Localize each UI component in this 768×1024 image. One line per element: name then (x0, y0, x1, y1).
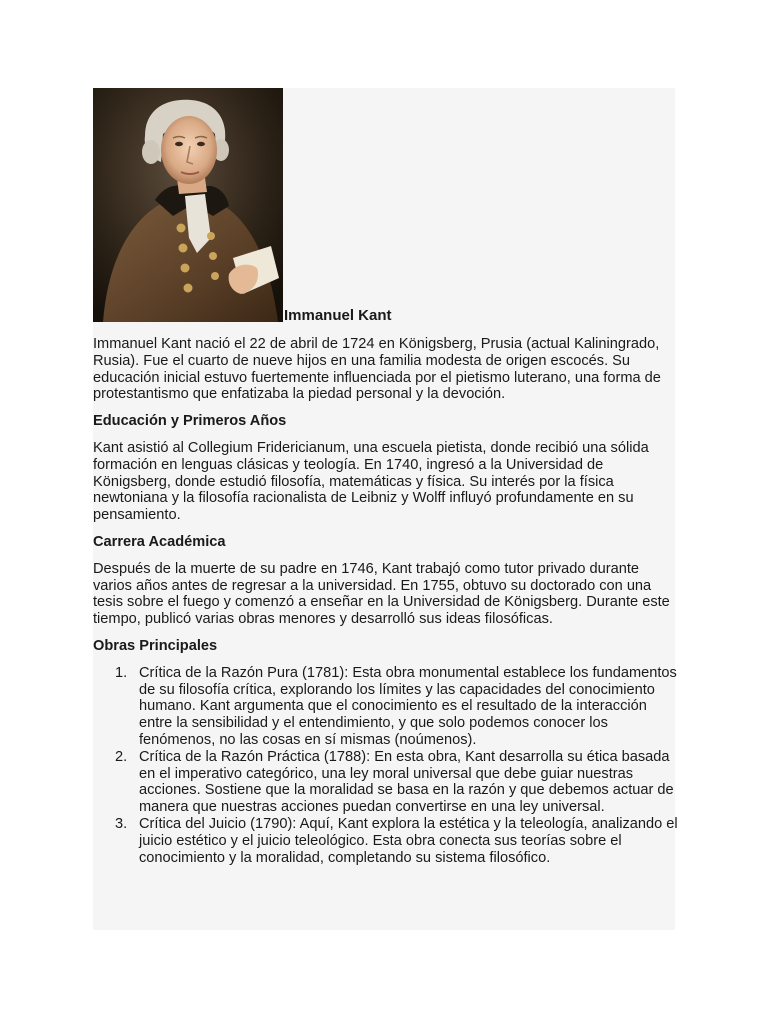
document-body (93, 336, 681, 866)
document-title: Immanuel Kant (284, 307, 392, 324)
section-heading-career: Carrera Académica (93, 533, 226, 550)
list-item (93, 749, 681, 816)
section-paragraph-career: Después de la muerte de su padre en 1746, Kant trabajó como tutor privado durante varios años antes de regresar a la universidad. En 1755, obtuvo su doctorado con una tesis sobre el fuego y comenzó a enseñar en la Universidad de Königsberg. Durante este tiempo, publicó varias obras menores y desarrolló sus ideas filosóficas. (93, 560, 670, 628)
section-paragraph-education: Kant asistió al Collegium Fridericianum, una escuela pietista, donde recibió una sólida formación en lenguas clásicas y teología. En 1740, ingresó a la Universidad de Königsberg, donde estudió filosofía, matemáticas y física. Su interés por la física newtoniana y la filosofía racionalista de Leibniz y Wolff influyó profundamente en su pensamiento. (93, 439, 649, 524)
list-item-number: 3. (115, 815, 128, 832)
intro-paragraph: Immanuel Kant nació el 22 de abril de 1724 en Königsberg, Prusia (actual Kaliningrado, Rusia). Fue el cuarto de nueve hijos en una familia modesta de origen escocés. Su educación inicial estuvo fuertemente influenciada por el pietismo luterano, una forma de protestantismo que enfatizaba la piedad personal y la devoción. (93, 336, 661, 403)
list-item-number: 1. (115, 664, 128, 681)
list-item-number: 2. (115, 748, 128, 765)
list-item-text: Crítica del Juicio (1790): Aquí, Kant explora la estética y la teleología, analizando el juicio estético y el juicio teleológico. Esta obra conecta sus teorías sobre el conocimiento y la moralidad, completando su sistema filosófico. (139, 815, 678, 866)
list-item (93, 665, 681, 749)
list-item-text: Crítica de la Razón Práctica (1788): En esta obra, Kant desarrolla su ética basada en el imperativo categórico, una ley moral universal que debe guiar nuestras acciones. Sostiene que la moralidad se basa en la razón y que debemos actuar de manera que nuestras acciones puedan convertirse en una ley universal. (139, 748, 674, 816)
kant-portrait-image (93, 88, 283, 322)
list-item-text: Crítica de la Razón Pura (1781): Esta obra monumental establece los fundamentos de su filosofía crítica, explorando los límites y las capacidades del conocimiento humano. Kant argumenta que el conocimiento es el resultado de la interacción entre la sensibilidad y el entendimiento, y que solo podemos conocer los fenómenos, no las cosas en sí mismas (noúmenos). (139, 664, 677, 748)
section-heading-works: Obras Principales (93, 637, 218, 654)
list-item (93, 816, 681, 866)
section-heading-education: Educación y Primeros Años (93, 413, 287, 430)
works-list (93, 665, 681, 867)
